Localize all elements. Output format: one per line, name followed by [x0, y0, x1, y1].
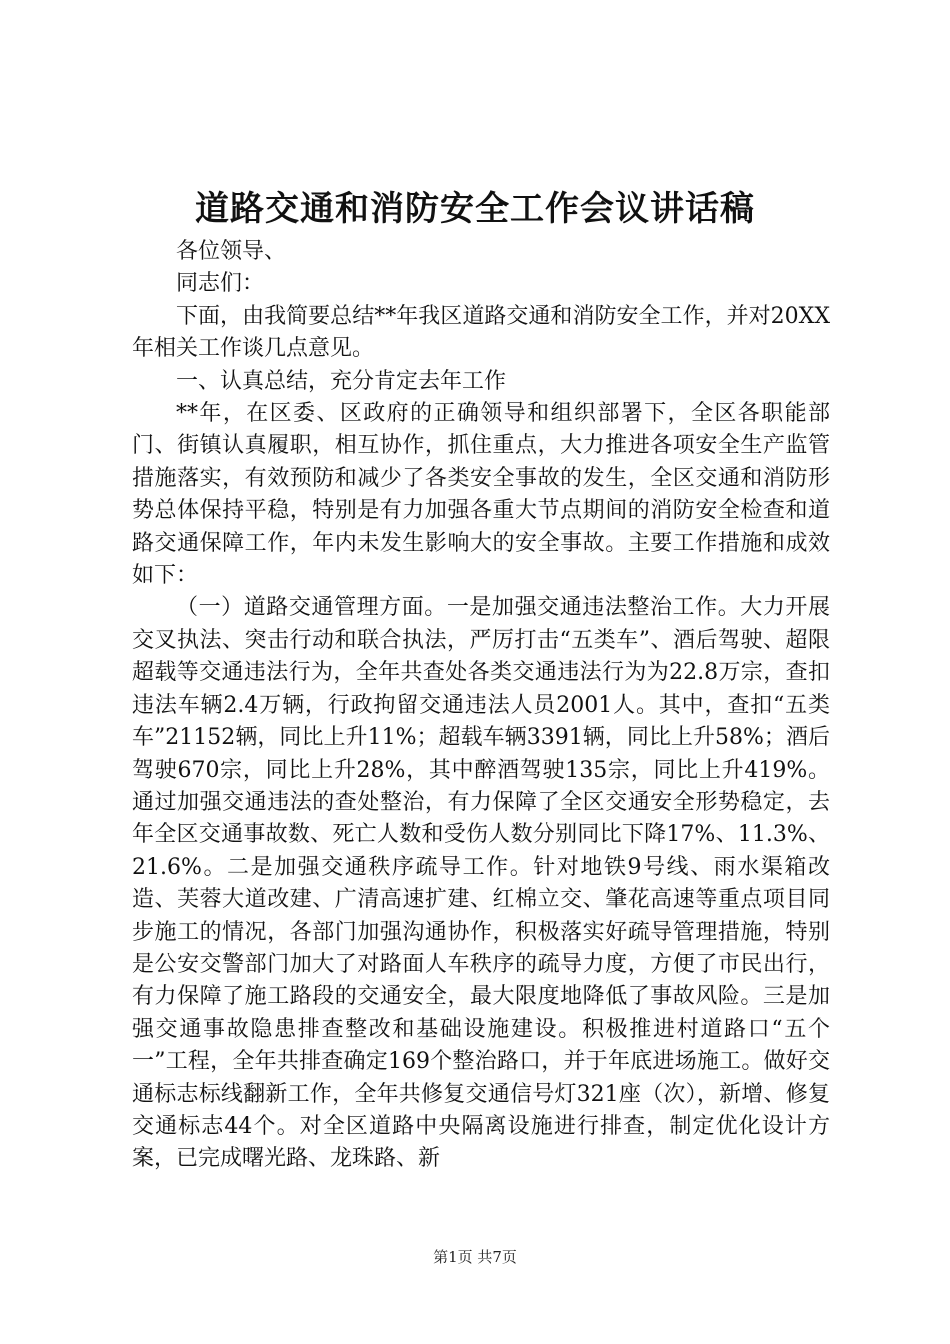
section-heading-1: 一、认真总结，充分肯定去年工作	[176, 368, 507, 394]
document-title: 道路交通和消防安全工作会议讲话稿	[195, 189, 755, 229]
greeting-leaders: 各位领导、	[176, 239, 287, 264]
summary-paragraph: **年，在区委、区政府的正确领导和组织部署下，全区各职能部门、街镇认真履职，相互协作，抓住重点，大力推进各项安全生产监管措施落实，有效预防和减少了各类安全事故的发生，全区交通和消防形势总体保持平稳，特别是有力加强各重大节点期间的消防安全检查和道路交通保障工作，年内未发生影响大的安全事故。主要工作措施和成效如下：	[132, 401, 830, 589]
document-body	[132, 236, 830, 1176]
intro-paragraph: 下面，由我简要总结**年我区道路交通和消防安全工作，并对20XX年相关工作谈几点意见。	[132, 303, 830, 362]
traffic-management-paragraph: （一）道路交通管理方面。一是加强交通违法整治工作。大力开展交叉执法、突击行动和联合执法，严厉打击“五类车”、酒后驾驶、超限超载等交通违法行为，全年共查处各类交通违法行为为22.8万宗，查扣违法车辆2.4万辆，行政拘留交通违法人员2001人。其中，查扣“五类车”21152辆，同比上升11%；超载车辆3391辆，同比上升58%；酒后驾驶670宗，同比上升28%，其中醉酒驾驶135宗，同比上升419%。通过加强交通违法的查处整治，有力保障了全区交通安全形势稳定，去年全区交通事故数、死亡人数和受伤人数分别同比下降17%、11.3%、21.6%。二是加强交通秩序疏导工作。针对地铁9号线、雨水渠箱改造、芙蓉大道改建、广清高速扩建、红棉立交、肇花高速等重点项目同步施工的情况，各部门加强沟通协作，积极落实好疏导管理措施，特别是公安交警部门加大了对路面人车秩序的疏导力度，方便了市民出行，有力保障了施工路段的交通安全，最大限度地降低了事故风险。三是加强交通事故隐患排查整改和基础设施建设。积极推进村道路口“五个一”工程，全年共排查确定169个整治路口，并于年底进场施工。做好交通标志标线翻新工作，全年共修复交通信号灯321座（次），新增、修复交通标志44个。对全区道路中央隔离设施进行排查，制定优化设计方案，已完成曙光路、龙珠路、新	[132, 595, 830, 1172]
page-footer: 第1页 共7页	[433, 1248, 517, 1266]
greeting-comrades: 同志们：	[176, 271, 265, 297]
